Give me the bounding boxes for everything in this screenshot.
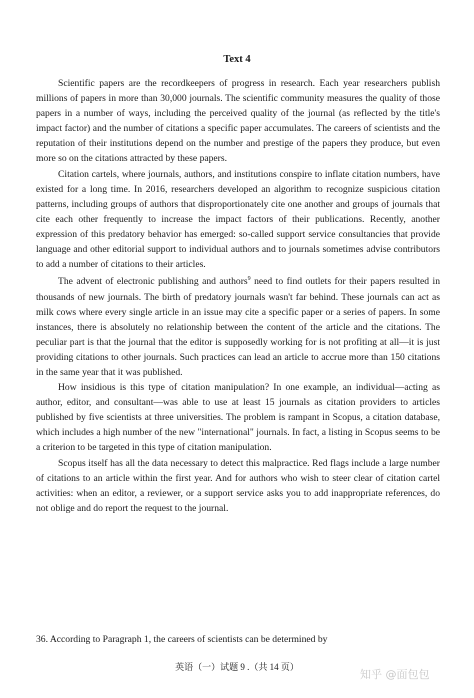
paragraph-4: How insidious is this type of citation manipulation? In one example, an individual—acting as author, editor, and consultant—was able to use at least 15 journals as citation providers to articles published by five scientists at three universities. The problem is rampant in Scopus, a citation database, which includes a high number of the new "international" journals. In fact, a listing in Scopus seems to be a criterion to be targeted in this type of citation manipulation.	[36, 382, 440, 454]
paragraph-3-start: The advent of electronic publishing and authors	[58, 276, 248, 288]
question-36: 36. According to Paragraph 1, the careers of scientists can be determined by	[36, 634, 328, 645]
paragraph-3-rest: need to find outlets for their papers resulted in thousands of new journals. The birth of predatory journals wasn't far behind. These journals can act as milk cows where every single article in an issue may cite a specific paper or a series of papers. In some instances, there is absolutely no relationship between the content of the article and the citations. The peculiar part is that the journal that the editor is supposedly working for is not profiting at all—it is just providing citations to other journals. Such practices can lead an article to accrue more than 150 citations in the same year that it was published.	[36, 276, 440, 378]
paragraph-1: Scientific papers are the recordkeepers of progress in research. Each year researchers publish millions of papers in more than 30,000 journals. The scientific community measures the quality of those papers in a number of ways, including the perceived quality of the journal (as reflected by the title's impact factor) and the number of citations a specific paper accumulates. The careers of scientists and the reputation of their institutions depend on the number and prestige of the papers they produce, but even more so on the citations attracted by these papers.	[36, 78, 440, 165]
footnote-marker: 9	[247, 276, 251, 283]
page-footer: 英语（一）试题 9 .（共 14 页）	[175, 662, 299, 672]
paragraph-2: Citation cartels, where journals, authors, and institutions conspire to inflate citation numbers, have existed for a long time. In 2016, researchers developed an algorithm to recognize suspicious citation patterns, including groups of authors that disproportionately cite one another and groups of journals that cite each other frequently to increase the impact factors of their publications. Recently, another expression of this predatory behavior has emerged: so-called support service consultancies that provide language and other editorial support to individual authors and to journals sometimes advise contributors to add a number of citations to their articles.	[36, 168, 440, 271]
passage-body	[36, 76, 440, 516]
paragraph-5: Scopus itself has all the data necessary to detect this malpractice. Red flags include a large number of citations to an article within the first year. And for authors who wish to steer clear of citation cartel activities: when an editor, a reviewer, or a support service asks you to add inappropriate references, do not oblige and do report the request to the journal.	[36, 457, 440, 514]
paragraph-3	[36, 272, 440, 380]
text-title: Text 4	[223, 54, 251, 65]
watermark: 知乎 @面包包	[360, 668, 430, 681]
